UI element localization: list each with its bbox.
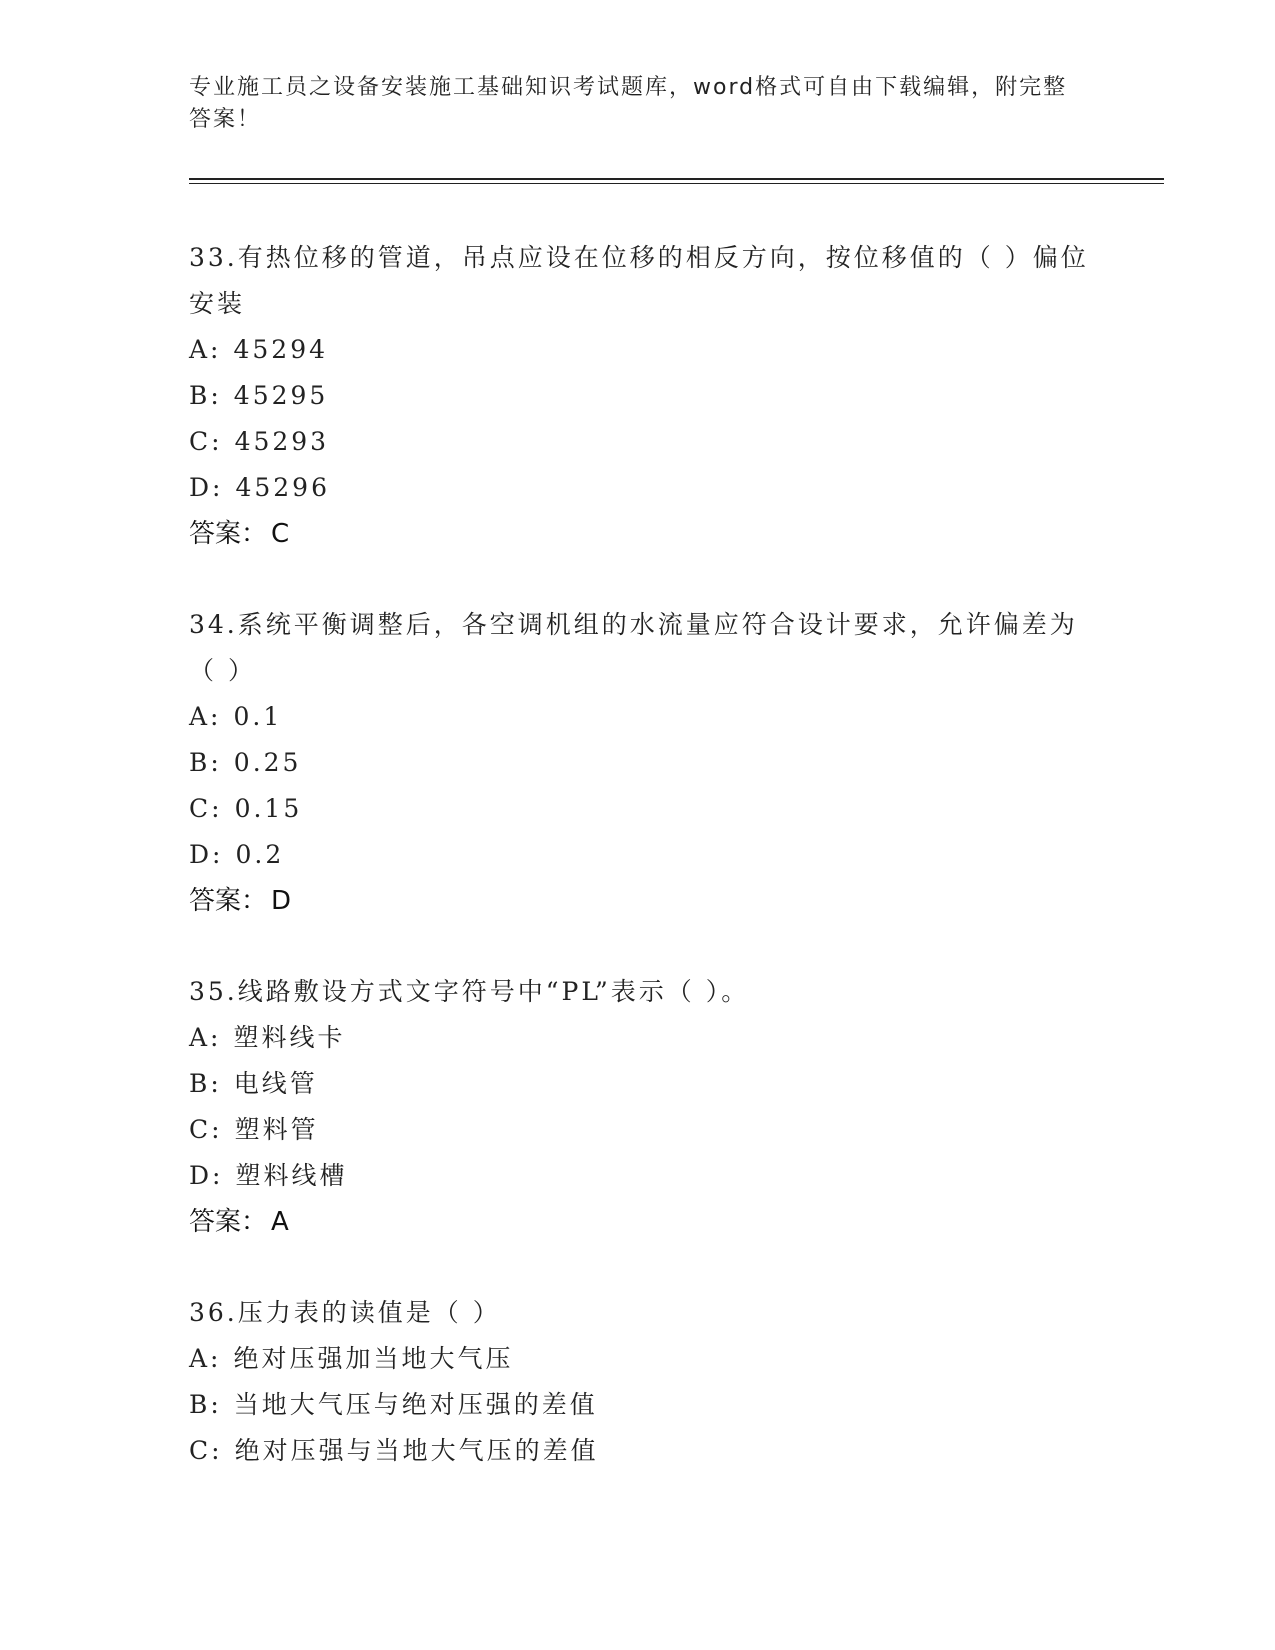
option-a [189, 1336, 1089, 1382]
option-b [189, 740, 1089, 786]
option-value: 45296 [235, 473, 330, 502]
option-d [189, 465, 1089, 511]
option-value: 塑料线卡 [233, 1023, 346, 1052]
option-letter: C: [189, 794, 223, 823]
answer-value: D [271, 886, 292, 916]
option-c [189, 1428, 1089, 1474]
option-value: 0.2 [235, 840, 285, 869]
answer-line [189, 511, 1089, 557]
question-33 [189, 235, 1089, 557]
answer-line [189, 1199, 1089, 1245]
option-letter: C: [189, 1115, 223, 1144]
answer-label: 答案： [189, 519, 268, 549]
question-stem: 33.有热位移的管道，吊点应设在位移的相反方向，按位移值的（ ）偏位安装 [189, 243, 1089, 318]
question-36 [189, 1290, 1089, 1474]
option-d [189, 1153, 1089, 1199]
header-divider-thick [189, 178, 1164, 180]
option-letter: B: [189, 1390, 222, 1419]
option-value: 塑料管 [234, 1115, 319, 1144]
option-b [189, 373, 1089, 419]
option-value: 45295 [233, 381, 329, 410]
option-value: 0.25 [233, 748, 302, 777]
option-value: 绝对压强与当地大气压的差值 [234, 1436, 599, 1465]
option-letter: C: [189, 1436, 223, 1465]
option-a [189, 694, 1089, 740]
answer-value: C [271, 519, 290, 549]
option-c [189, 1107, 1089, 1153]
option-letter: B: [189, 381, 222, 410]
option-letter: A: [189, 1023, 222, 1052]
answer-value: A [271, 1207, 289, 1237]
option-value: 0.15 [234, 794, 303, 823]
question-stem: 36.压力表的读值是（ ） [189, 1298, 501, 1327]
option-a [189, 327, 1089, 373]
option-b [189, 1061, 1089, 1107]
header-divider-thin [189, 183, 1164, 184]
option-value: 当地大气压与绝对压强的差值 [233, 1390, 598, 1419]
option-value: 0.1 [233, 702, 283, 731]
option-letter: A: [189, 702, 222, 731]
question-stem: 35.线路敷设方式文字符号中“PL”表示（ ）。 [189, 977, 750, 1006]
document-header: 专业施工员之设备安装施工基础知识考试题库，word格式可自由下载编辑，附完整答案！ [189, 75, 1068, 132]
option-letter: A: [189, 335, 222, 364]
question-34 [189, 602, 1089, 924]
option-value: 45294 [233, 335, 329, 364]
option-value: 绝对压强加当地大气压 [233, 1344, 514, 1373]
option-b [189, 1382, 1089, 1428]
question-35 [189, 969, 1089, 1245]
option-c [189, 419, 1089, 465]
option-letter: D: [189, 840, 224, 869]
option-letter: A: [189, 1344, 222, 1373]
answer-label: 答案： [189, 1207, 268, 1237]
question-stem: 34.系统平衡调整后，各空调机组的水流量应符合设计要求，允许偏差为（ ） [189, 610, 1078, 685]
option-letter: B: [189, 1069, 222, 1098]
option-letter: B: [189, 748, 222, 777]
option-letter: D: [189, 473, 224, 502]
option-letter: D: [189, 1161, 224, 1190]
option-c [189, 786, 1089, 832]
option-value: 45293 [234, 427, 330, 456]
option-value: 塑料线槽 [235, 1161, 348, 1190]
answer-label: 答案： [189, 886, 268, 916]
option-d [189, 832, 1089, 878]
option-letter: C: [189, 427, 223, 456]
option-a [189, 1015, 1089, 1061]
option-value: 电线管 [233, 1069, 318, 1098]
answer-line [189, 878, 1089, 924]
